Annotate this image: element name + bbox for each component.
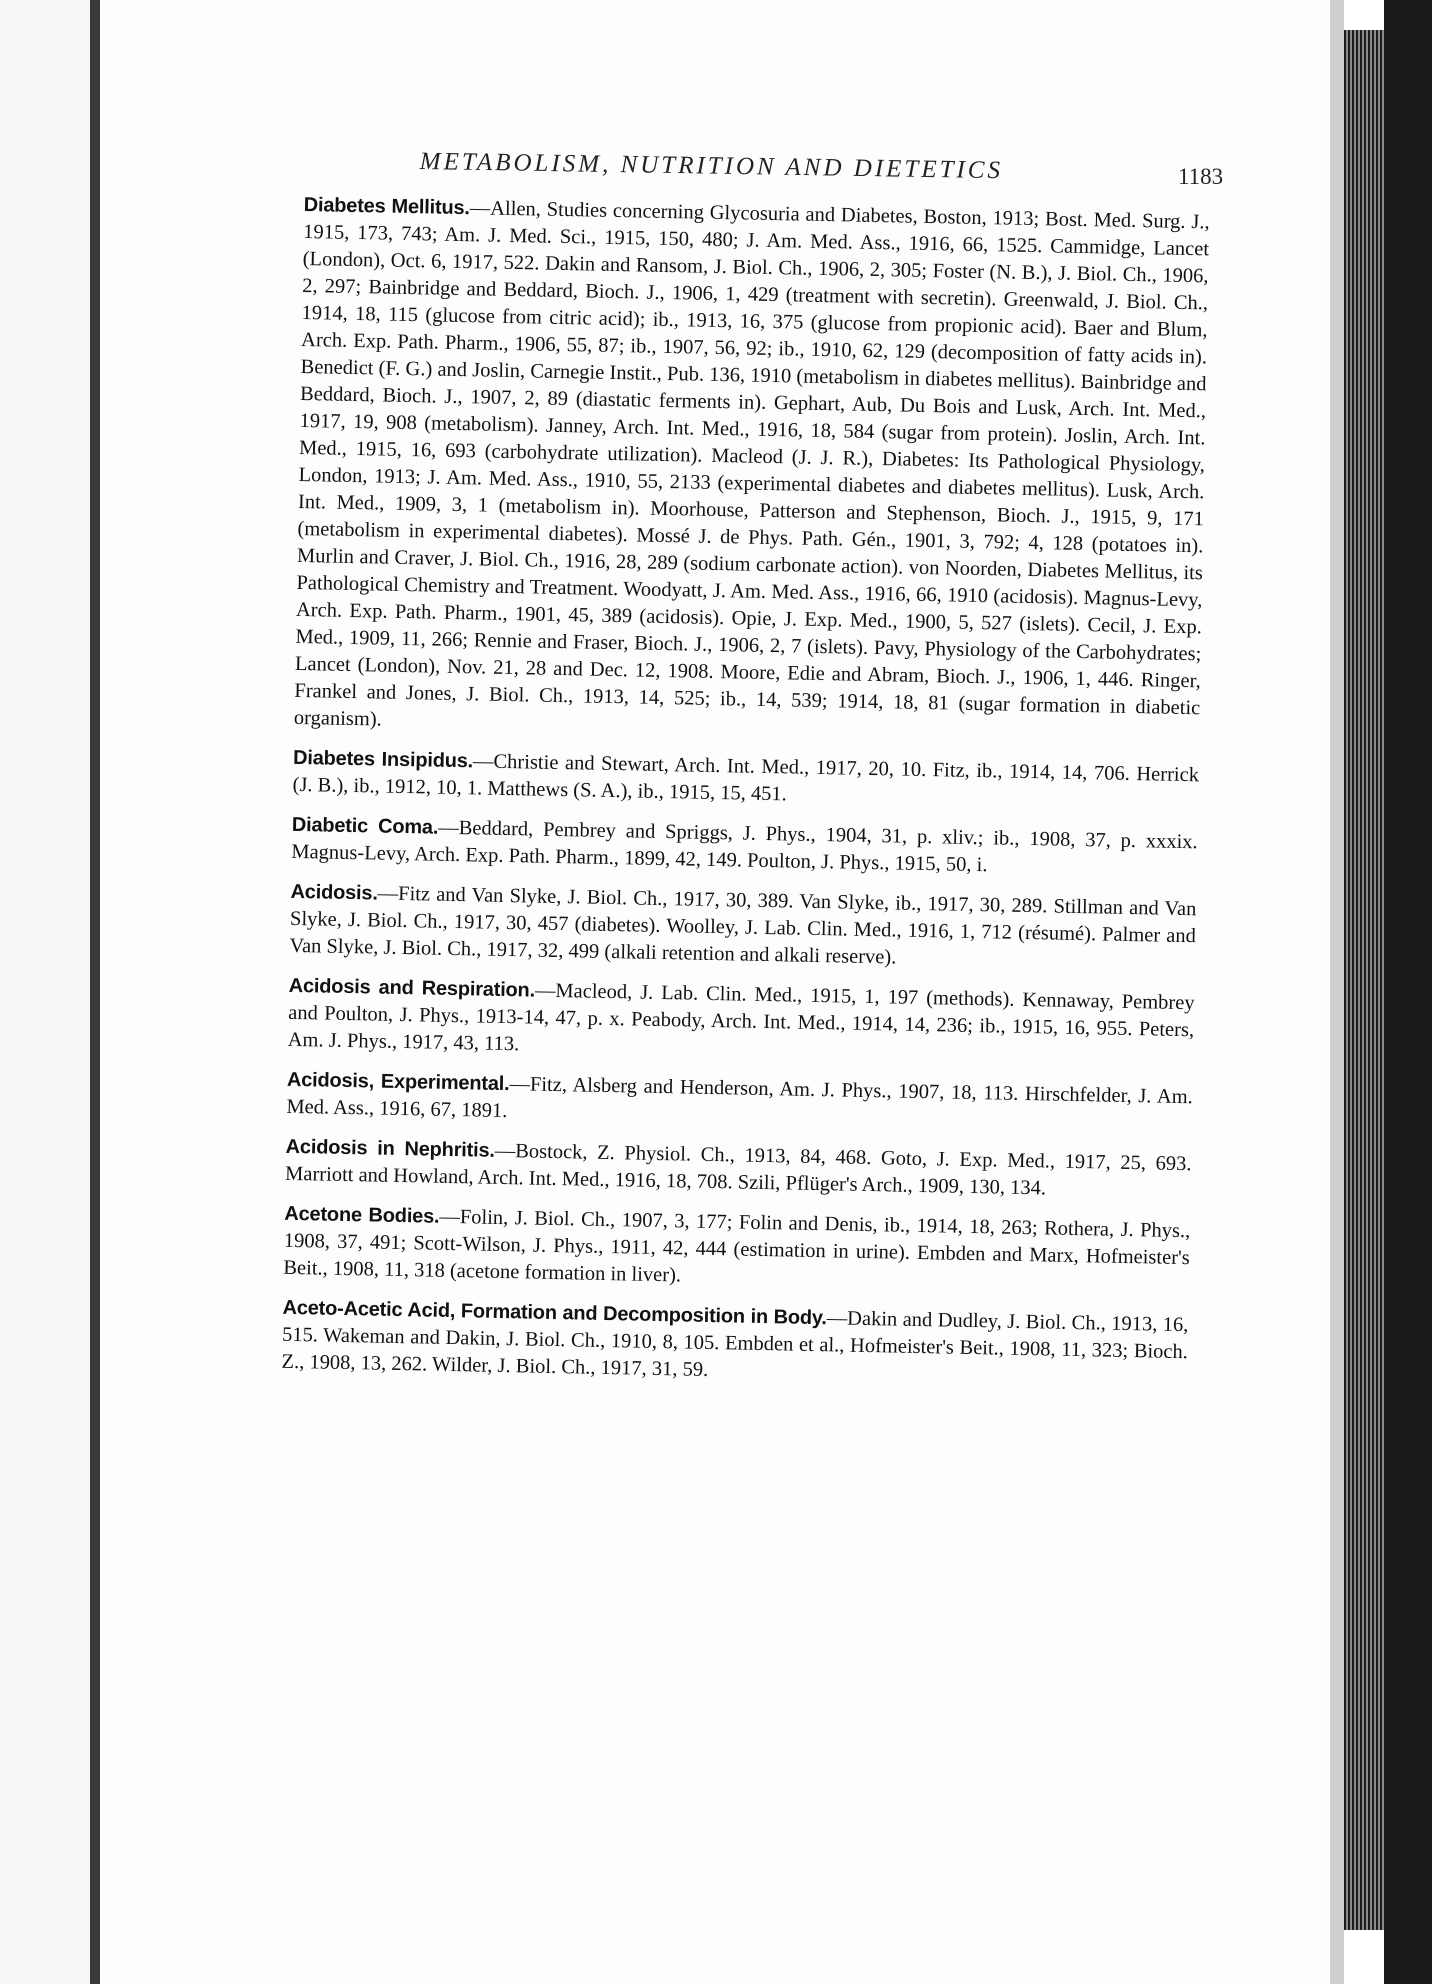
entry-heading: Diabetes Insipidus. [292,746,474,773]
entry-heading: Diabetic Coma. [291,813,439,839]
running-title: METABOLISM, NUTRITION AND DIETETICS [419,148,1004,185]
entry-text: —Dakin and Dudley, J. Biol. Ch., 1913, 16, 515. Wakeman and Dakin, J. Biol. Ch., 1910, 8, 105. Embden et al., Hofmeister's Beit., 1908, 11, 323; Bioch. Z., 1908, 13, 262. Wilder, J. Biol. Ch., 1917, 31, 59. [281,1307,1189,1381]
entry-acidosis-and-respiration [287,973,1194,1071]
entry-acidosis-in-nephritis [285,1134,1192,1205]
entry-heading: Acidosis and Respiration. [288,974,536,1002]
entry-aceto-acetic-acid [281,1295,1188,1393]
entry-text: —Macleod, J. Lab. Clin. Med., 1915, 1, 197 (methods). Kennaway, Pembrey and Poulton, J. Phys., 1913-14, 47, p. x. Peabody, Arch. Int. Med., 1914, 14, 236; ib., 1915, 16, 955. Peters, Am. J. Phys., 1917, 43, 113. [287,979,1195,1056]
bibliography-entries [281,192,1210,1406]
entry-acetone-bodies [283,1201,1190,1299]
entry-heading: Aceto-Acetic Acid, Formation and Decomposition in Body. [282,1296,827,1330]
entry-acidosis-experimental [286,1067,1193,1138]
entry-heading: Acetone Bodies. [284,1202,440,1228]
entry-heading: Acidosis in Nephritis. [285,1135,495,1162]
entry-text: —Allen, Studies concerning Glycosuria and Diabetes, Boston, 1913; Bost. Med. Surg. J., 1915, 173, 743; Am. J. Med. Sci., 1915, 150, 480; J. Am. Med. Ass., 1916, 66, 1525. Cammidge, Lancet (London), Oct. 6, 1917, 522. Dakin and Ransom, J. Biol. Ch., 1906, 2, 305; Foster (N. B.), J. Biol. Ch., 1906, 2, 297; Bainbridge and Beddard, Bioch. J., 1906, 1, 429 (treatment with secretin). Greenwald, J. Biol. Ch., 1914, 18, 115 (glucose from citric acid); ib., 1913, 16, 375 (glucose from propionic acid). Baer and Blum, Arch. Exp. Path. Pharm., 1906, 55, 87; ib., 1907, 56, 92; ib., 1910, 62, 129 (decomposition of fatty acids in). Benedict (F. G.) and Joslin, Carnegie Instit., Pub. 136, 1910 (metabolism in diabetes mellitus). Bainbridge and Beddard, Bioch. J., 1907, 2, 89 (diastatic ferments in). Gephart, Aub, Du Bois and Lusk, Arch. Int. Med., 1917, 19, 908 (metabolism). Janney, Arch. Int. Med., 1916, 18, 584 (sugar from protein). Joslin, Arch. Int. Med., 1915, 16, 693 (carbohydrate utilization). Macleod (J. J. R.), Diabetes: Its Pathological Physiology, London, 1913; J. Am. Med. Ass., 1910, 55, 2133 (experimental diabetes and diabetes mellitus). Lusk, Arch. Int. Med., 1909, 3, 1 (metabolism in). Moorhouse, Patterson and Stephenson, Bioch. J., 1915, 9, 171 (metabolism in experimental diabetes). Mossé J. de Phys. Path. Gén., 1901, 3, 792; 4, 128 (potatoes in). Murlin and Craver, J. Biol. Ch., 1916, 28, 289 (sodium carbonate action). von Noorden, Diabetes Mellitus, its Pathological Chemistry and Treatment. Woodyatt, J. Am. Med. Ass., 1916, 66, 1910 (acidosis). Magnus-Levy, Arch. Exp. Path. Pharm., 1901, 45, 389 (acidosis). Opie, J. Exp. Med., 1900, 5, 527 (islets). Cecil, J. Exp. Med., 1909, 11, 266; Rennie and Fraser, Bioch. J., 1906, 2, 7 (islets). Pavy, Physiology of the Carbohydrates; Lancet (London), Nov. 21, 28 and Dec. 12, 1908. Moore, Edie and Abram, Bioch. J., 1906, 1, 446. Ringer, Frankel and Jones, J. Biol. Ch., 1913, 14, 525; ib., 14, 539; 1914, 18, 81 (sugar formation in diabetic organism). [293,197,1210,731]
entry-text: —Beddard, Pembrey and Spriggs, J. Phys., 1904, 31, p. xliv.; ib., 1908, 37, p. xxxix. Magnus-Levy, Arch. Exp. Path. Pharm., 1899, 42, 149. Poulton, J. Phys., 1915, 50, i. [291,816,1198,877]
entry-text: —Fitz and Van Slyke, J. Biol. Ch., 1917, 30, 389. Van Slyke, ib., 1917, 30, 289. Stillman and Van Slyke, J. Biol. Ch., 1917, 30, 457 (diabetes). Woolley, J. Lab. Clin. Med., 1916, 1, 712 (résumé). Palmer and Van Slyke, J. Biol. Ch., 1917, 32, 499 (alkali retention and alkali reserve). [289,882,1197,969]
entry-diabetes-mellitus [294,192,1210,749]
entry-text: —Bostock, Z. Physiol. Ch., 1913, 84, 468. Goto, J. Exp. Med., 1917, 25, 693. Marriott and Howland, Arch. Int. Med., 1916, 18, 708. Szili, Pflüger's Arch., 1909, 130, 134. [284,1139,1192,1200]
entry-text: —Christie and Stewart, Arch. Int. Med., 1917, 20, 10. Fitz, ib., 1914, 14, 706. Herrick (J. B.), ib., 1912, 10, 1. Matthews (S. A.), ib., 1915, 15, 451. [292,750,1200,806]
entry-text: —Fitz, Alsberg and Henderson, Am. J. Phys., 1907, 18, 113. Hirschfelder, J. Am. Med. Ass., 1916, 67, 1891. [286,1073,1193,1123]
entry-heading: Acidosis. [290,880,378,905]
entry-diabetes-insipidus [292,745,1199,816]
entry-heading: Acidosis, Experimental. [286,1068,510,1096]
entry-heading: Diabetes Mellitus. [303,193,470,220]
entry-acidosis [289,879,1196,977]
page-number: 1183 [1178,164,1224,189]
entry-text: —Folin, J. Biol. Ch., 1907, 3, 177; Folin and Denis, ib., 1914, 18, 263; Rothera, J. Phys., 1908, 37, 491; Scott-Wilson, J. Phys., 1911, 42, 444 (estimation in urine). Embden and Marx, Hofmeister's Beit., 1908, 11, 318 (acetone formation in liver). [283,1205,1191,1287]
entry-diabetic-coma [291,812,1198,883]
